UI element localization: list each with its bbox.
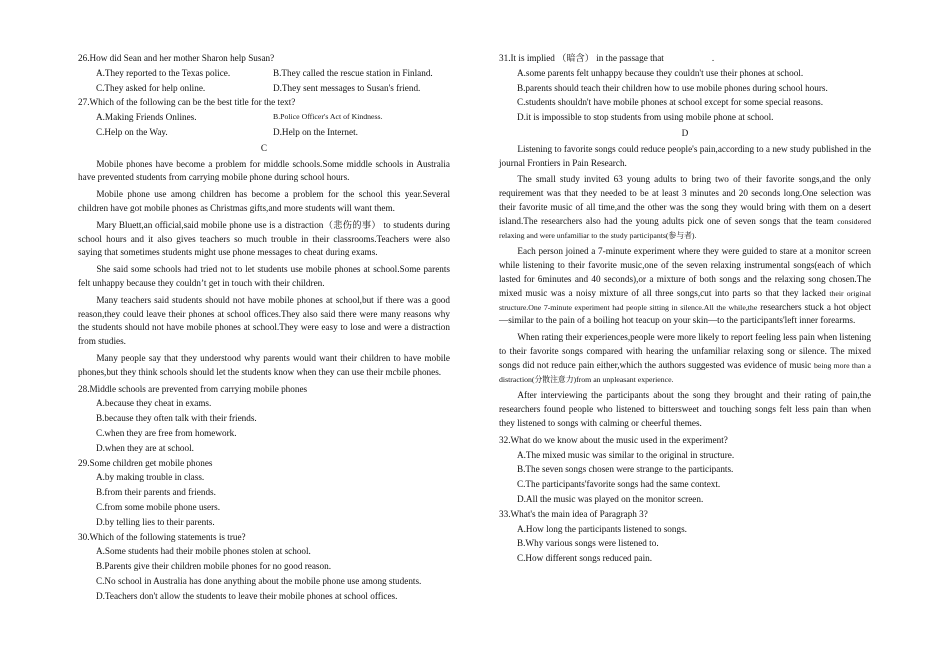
- passage-d-paragraph-3-part-1: Each person joined a 7-minute experiment where they were guided to stare at a monitor screen while listening to their favorite music,one of the seven relaxing instrumental songs(each of which lasted for 6minutes and 40 seconds),or a mixture of both songs and the relaxing song chosen.The mixed music was a noisy mixture of all three songs,cut into parts so that they lacked: [499, 246, 871, 298]
- passage-d-paragraph-2-part-1: The small study invited 63 young adults to bring two of their favorite songs,and the only requirement was that they needed to be at least 3 minutes and 20 seconds long.One selection: [499, 174, 871, 199]
- q29-option-b: B.from their parents and friends.: [96, 487, 216, 498]
- section-c-heading: C: [260, 142, 268, 153]
- q26-stem: 26.How did Sean and her mother Sharon help Susan?: [78, 53, 275, 63]
- q33-stem: 33.What's the main idea of Paragraph 3?: [499, 508, 648, 519]
- passage-d-paragraph-4-part-1: When rating their experiences,people were more likely to report feeling less pain when listening to their favorite songs compared with hearing the unfamiliar relaxing song or silence. The mixed songs did not reduce pain either,which the authors suggested was evidence of music: [499, 332, 871, 370]
- passage-d-paragraph-1: Listening to favorite songs could reduce people's pain,according to a new study published in the journal Frontiers in Pain Research.: [499, 143, 871, 168]
- q28-option-c: C.when they are free from homework.: [96, 427, 237, 438]
- q32-option-d: D.All the music was played on the monitor screen.: [517, 493, 704, 504]
- q27-option-c: C.Help on the Way.: [96, 126, 168, 137]
- q26-option-c: C.They asked for help online.: [96, 82, 206, 93]
- q29-stem: 29.Some children get mobile phones: [78, 457, 213, 468]
- passage-d-paragraph-3: [499, 245, 871, 328]
- q26-options-row-2: [78, 82, 450, 96]
- passage-d-paragraph-3-part-2: their original structure.One 7-minute experiment had people sitting in silence.All the while,the: [499, 288, 871, 312]
- q27-option-d: D.Help on the Internet.: [273, 126, 358, 137]
- q31-option-c: C.students shouldn't have mobile phones at school except for some special reasons.: [517, 97, 824, 108]
- right-column: [499, 52, 871, 567]
- q33-option-c: C.How different songs reduced pain.: [517, 553, 653, 564]
- q31-stem-line: [499, 52, 871, 66]
- q33-option-a: A.How long the participants listened to songs.: [517, 523, 687, 534]
- passage-d-paragraph-2-part-2: was their favorite music of all time,and the other was the song they would bring with them on a desert island.The researchers also had the young adults pick one of seven songs that the team: [499, 188, 872, 226]
- q29-option-d: D.by telling lies to their parents.: [96, 516, 215, 527]
- q28-option-d: D.when they are at school.: [96, 442, 194, 453]
- q29-option-c: C.from some mobile phone users.: [96, 501, 221, 512]
- passage-d-paragraph-2-part-3: considered relaxing and were unfamiliar to the study participants(参与者).: [499, 216, 871, 240]
- q30-option-c: C.No school in Australia has done anything about the mobile phone use among students.: [96, 575, 422, 586]
- q32-option-b: B.The seven songs chosen were strange to the participants.: [517, 464, 734, 475]
- q27-stem: 27.Which of the following can be the best title for the text?: [78, 97, 296, 108]
- q26-option-a: A.They reported to the Texas police.: [96, 67, 231, 78]
- left-column: [78, 52, 450, 604]
- passage-c-paragraph: Mobile phones have become a problem for middle schools.Some middle schools in Australia have prevented students from carrying mobile phone during school hours.: [78, 158, 450, 183]
- q32-stem: 32.What do we know about the music used in the experiment?: [499, 434, 728, 445]
- q29-option-a: A.by making trouble in class.: [96, 472, 205, 483]
- q33-option-b: B.Why various songs were listened to.: [517, 538, 659, 549]
- q27-option-b: B.Police Officer's Act of Kindness.: [273, 112, 383, 122]
- passage-d-paragraph-4: [499, 331, 871, 386]
- passage-c-paragraph: Many teachers said students should not have mobile phones at school,but if there was a good reason,they could leave their phones at school offices.They also said there were many reasons why the students should not have mobile phones at school.They were easy to lose and were a distraction from studies.: [78, 294, 450, 347]
- section-d-heading: D: [681, 127, 689, 138]
- q28-option-b: B.because they often talk with their friends.: [96, 413, 257, 424]
- q31-stem-end: .: [711, 53, 715, 63]
- q30-option-d: D.Teachers don't allow the students to leave their mobile phones at school offices.: [96, 590, 398, 601]
- passage-c-paragraph: She said some schools had tried not to let students use mobile phones at school.Some parents felt unhappy because they couldn’t get in touch with their children.: [78, 264, 450, 288]
- q31-stem: 31.It is implied （暗含） in the passage that: [499, 53, 664, 63]
- q30-option-b: B.Parents give their children mobile phones for no good reason.: [96, 561, 331, 572]
- passage-d-paragraph-5: After interviewing the participants about the song they brought and their rating of pain,the researchers found people who listened to bittersweet and touching songs felt less pain than when they listened to songs with calming or cheerful themes.: [499, 390, 871, 428]
- q32-option-a: A.The mixed music was similar to the original in structure.: [517, 449, 735, 460]
- passage-d-paragraph-4-part-2: being more than a distraction(分散注意力)from an unpleasant experience.: [499, 360, 872, 384]
- q32-option-c: C.The participants'favorite songs had the same context.: [517, 479, 721, 490]
- q31-option-b: B.parents should teach their children how to use mobile phones during school hours.: [517, 82, 828, 93]
- q31-option-d: D.it is impossible to stop students from using mobile phone at school.: [517, 112, 774, 123]
- q30-stem: 30.Which of the following statements is true?: [78, 531, 246, 542]
- passage-d-paragraph-2: [499, 173, 871, 242]
- q31-option-a: A.some parents felt unhappy because they couldn't use their phones at school.: [517, 67, 804, 78]
- q26-options-row-1: [78, 67, 450, 81]
- q27-options-row-2: [78, 126, 450, 140]
- q26-option-d: D.They sent messages to Susan's friend.: [273, 82, 421, 93]
- q28-stem: 28.Middle schools are prevented from carrying mobile phones: [78, 383, 308, 394]
- passage-d-paragraph-3-part-3: researchers stuck a hot object—similar to the pain of a boiling hot teacup on your skin—to the participants'left inner forearms.: [499, 301, 871, 326]
- q28-option-a: A.because they cheat in exams.: [96, 398, 212, 409]
- passage-c-paragraph: Mary Bluett,an official,said mobile phone use is a distraction（悲伤的事） to students during school hours and it also gives teachers so much trouble in their classrooms.Teachers were also saying that sometimes students might use phone messages to cheat during exams.: [78, 219, 450, 258]
- passage-c-paragraph: Many people say that they understood why parents would want their children to have mobile phones,but they think schools should let the students know when they can use their mcbile phones.: [78, 352, 450, 377]
- passage-c-paragraph: Mobile phone use among children has become a problem for the school this year.Several children have got mobile phones as Christmas gifts,and more students will want them.: [78, 189, 450, 213]
- q30-option-a: A.Some students had their mobile phones stolen at school.: [96, 546, 311, 557]
- q27-option-a: A.Making Friends Onlines.: [96, 112, 197, 123]
- q27-options-row-1: [78, 111, 450, 125]
- q26-option-b: B.They called the rescue station in Finland.: [273, 67, 433, 78]
